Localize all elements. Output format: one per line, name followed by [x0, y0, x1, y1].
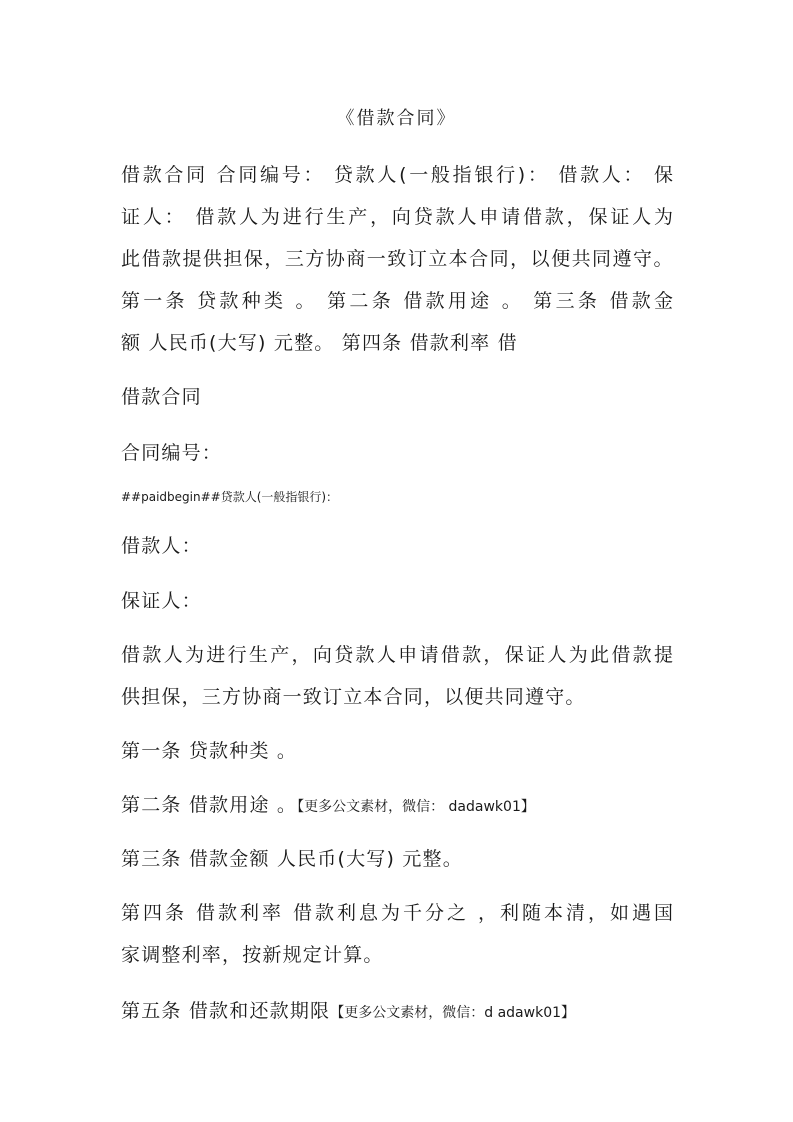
contract-heading: 借款合同	[121, 386, 202, 408]
intro-line-2: 供担保，三方协商一致订立本合同，以便共同遵守。	[121, 686, 586, 708]
document-title: 《借款合同》	[336, 108, 457, 129]
summary-line-3: 此借款提供担保，三方协商一致订立本合同，以便共同遵守。	[121, 248, 673, 270]
summary-line-1: 借款合同 合同编号： 贷款人(一般指银行)： 借款人： 保	[121, 164, 673, 186]
article-2	[121, 790, 535, 817]
summary-line-4: 第一条 贷款种类 。 第二条 借款用途 。 第三条 借款金	[121, 290, 673, 312]
article-2-text: 第二条 借款用途 。	[121, 794, 298, 816]
article-1: 第一条 贷款种类 。	[121, 740, 298, 762]
guarantor-label: 保证人：	[121, 590, 202, 612]
lender-label: ##paidbegin##贷款人(一般指银行)：	[121, 490, 339, 504]
contract-number-label: 合同编号：	[121, 442, 223, 464]
article-5-note: 【更多公文素材，微信：d adawk01】	[330, 1005, 576, 1021]
summary-line-2: 证人： 借款人为进行生产，向贷款人申请借款，保证人为	[121, 206, 673, 228]
summary-line-5: 额 人民币(大写) 元整。 第四条 借款利率 借	[121, 332, 518, 354]
article-4-line-2: 家调整利率，按新规定计算。	[121, 944, 384, 966]
borrower-label: 借款人：	[121, 535, 202, 557]
article-5-text: 第五条 借款和还款期限	[121, 1000, 331, 1022]
article-5	[121, 996, 575, 1023]
article-4-line-1: 第四条 借款利率 借款利息为千分之 ，利随本清，如遇国	[121, 902, 673, 924]
intro-line-1: 借款人为进行生产，向贷款人申请借款，保证人为此借款提	[121, 644, 673, 666]
article-2-note: 【更多公文素材，微信： dadawk01】	[297, 799, 535, 815]
article-3: 第三条 借款金额 人民币(大写) 元整。	[121, 848, 463, 870]
